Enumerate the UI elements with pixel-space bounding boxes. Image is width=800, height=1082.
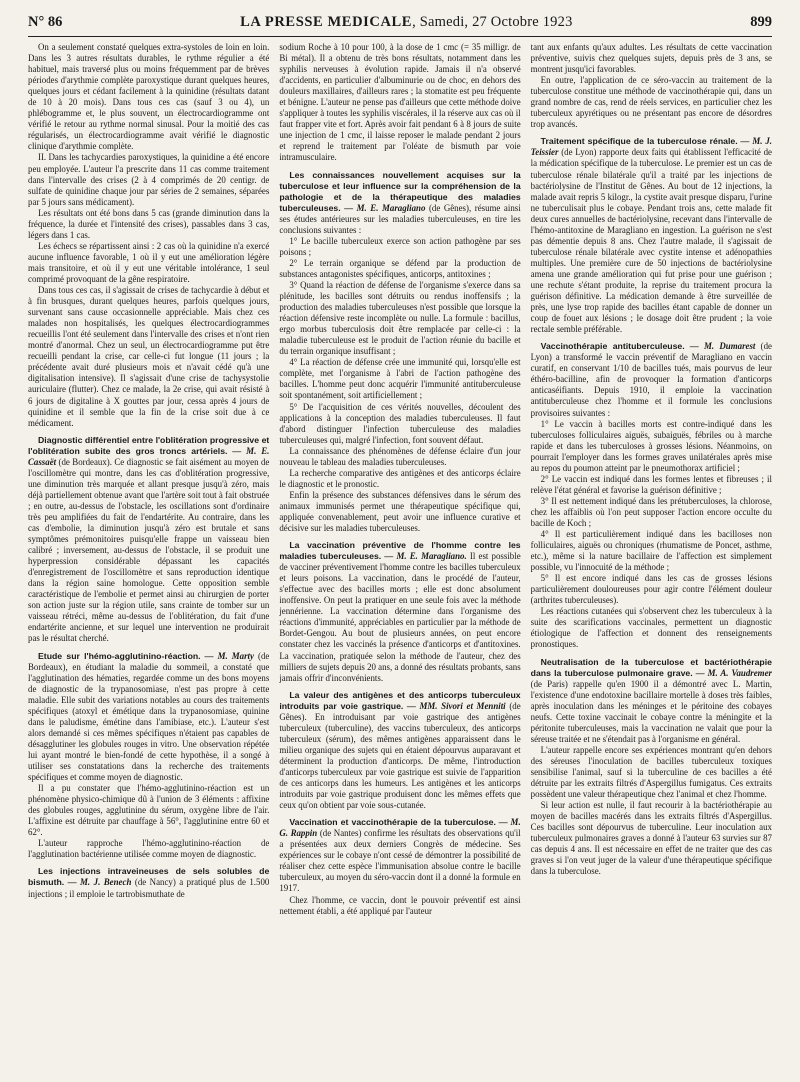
section-heading: Diagnostic différentiel entre l'oblitération progressive et l'oblitération subite des gros troncs artériels. bbox=[28, 434, 270, 456]
section-body: (de Nancy) a pratiqué plus de 1.500 injections ; il emploie le tartrobismuthate de bbox=[28, 877, 270, 899]
journal-masthead bbox=[240, 14, 572, 31]
issue-date: , Samedi, 27 Octobre 1923 bbox=[412, 14, 573, 30]
section-heading: Les injections intraveineuses de sels solubles de bismuth. bbox=[28, 866, 270, 888]
section bbox=[28, 651, 269, 784]
paragraph: 4° La réaction de défense crée une immunité qui, lorsqu'elle est complète, met l'organisme à l'abri de l'action pathogène des bacilles. L'homme peut donc acquérir l'immunité antituberculeuse soit spontanément, soit artificiellement ; bbox=[279, 357, 521, 401]
paragraph: sodium Roche à 10 pour 100, à la dose de 1 cmc (= 35 milligr. de Bi métal). Il a obtenu de très bons résultats, notamment dans les syphilis nerveuses à évolution rapide. Jamais il n'a observé d'accidents, en particulier d'albuminurie ou de choc, en dehors des douleurs maxillaires, d'ailleurs rares ; la stomatite est peu fréquente et bénigne. L'auteur ne pense pas d'ailleurs que cette méthode doive s'appliquer à toutes les syphilis viscérales, il la réserve aux cas où il faut frapper vite et fort. Après avoir fait pendant 6 à 8 jours de suite une injection de 1 cmc, il laisse reposer le malade pendant 2 jours et reprend le traitement par l'oléate de bismuth par voie intramusculaire. bbox=[279, 42, 521, 163]
issue-number: N° 86 bbox=[28, 14, 63, 30]
section-body: (de Bordeaux). Ce diagnostic se fait aisément au moyen de l'oscillomètre qui montre, dans les cas d'oblitération progressive, une diminution très marquée et allant presque jusqu'à zéro, mais déjà partiellement obtenue avant que l'artère soit tout à fait obstruée ; en outre, au-dessus de l'obstacle, les oscillations sont d'ordinaire très peu amplifiées du fait de l'endartérite. Au contraire, dans les cas d'embolie, la diminution jusqu'à zéro est brutale et sans symptômes prémonitoires puisqu'elle frappe un vaisseau bien calibré ; inversement, au-dessus de l'obstacle, il se produit une hyperpression considérable dépassant les capacités d'enregistrement de l'oscillomètre et sans reproduction identique dans la région saine homologue. Cette opposition semble caractéristique de l'embolie et permet ainsi au chirurgien de porter son action juste sur la région utile, sans crainte de tomber sur un vaisseau rétréci, même au-dessus de l'oblitération, du fait d'une endartérite ancienne, et sur lequel une intervention ne produirait pas le résultat cherché. bbox=[28, 456, 270, 644]
section-author: — M. J. Teissier bbox=[530, 136, 772, 158]
paragraph: Il a pu constater que l'hémo-agglutinino-réaction est un phénomène physico-chimique dû à l'union de 3 éléments : affixine des globules rouges, agglutinine du sérum, oxygène libre de l'air. L'affixine est détruite par chauffage à 56°, l'agglutinine entre 60 et 62°. bbox=[28, 783, 270, 838]
paragraph: 3° Il est nettement indiqué dans les prétuberculoses, la chlorose, chez les affaiblis où l'on peut supposer l'action encore occulte du bacille de Koch ; bbox=[530, 495, 772, 528]
paragraph: Si leur action est nulle, il faut recourir à la bactériothérapie au moyen de bacilles macérés dans les extraits filtrés d'Aspergillus. Ces bacilles sont dépourvus de tuberculine. Leur inoculation aux tuberculeux pulmonaires graves a donné à l'auteur 63 survies sur 87 cas depuis 4 ans. Il est nécessaire en effet de ne traiter que des cas graves si l'on veut juger de la valeur d'une thérapeutique spécifique dans la tuberculose. bbox=[530, 800, 772, 877]
column-3 bbox=[531, 42, 772, 1068]
section-author: — M. E. Maragliano. bbox=[384, 551, 467, 562]
paragraph: On a seulement constaté quelques extra-systoles de loin en loin. Dans les 3 autres résultats durables, le rythme régulier a été habituel, mais traversé plus ou moins fréquemment par de brèves périodes d'arythmie complète paroxystique durant quelques heures, quelques jours et cédant facilement à la quinidine (résultats datant de 10 à 20 mois). Dans tous ces cas (sauf 3 ou 4), un phlébogramme et, le plus souvent, un électrocardiogramme ont vérifié le retour au rythme normal sinusal. Pour la moitié des cas régularisés, un électrocardiogramme avait vérifié le diagnostic clinique d'arythmie complète. bbox=[28, 42, 270, 152]
paragraph: 5° Il est encore indiqué dans les cas de grosses lésions particulièrement douloureuses pour agir contre l'élément douleur (arthrites tuberculeuses). bbox=[530, 573, 772, 606]
section bbox=[531, 657, 772, 745]
section bbox=[279, 817, 520, 894]
section-heading: La vaccination préventive de l'homme contre les maladies tuberculeuses. bbox=[279, 540, 521, 562]
section bbox=[279, 540, 520, 684]
section-heading: Etude sur l'hémo-agglutinino-réaction. bbox=[38, 650, 201, 661]
section-body: (de Paris) rappelle qu'en 1900 il a démontré avec L. Martin, l'existence d'une endotoxine bacillaire mortelle à doses très faibles, après inoculation dans les méninges et le péritoine des cobayes neufs. Cette toxine vaccinait le cobaye contre la méningite et la péritonite tuberculeuses, mais la vaccination ne valait que pour la séreuse traitée et ne s'étendait pas à l'organisme en général. bbox=[530, 678, 772, 744]
section bbox=[28, 435, 269, 645]
page-number: 899 bbox=[750, 14, 772, 30]
section-author: — M. J. Benech bbox=[67, 877, 132, 888]
section-author: — M. E. Cassaët bbox=[28, 445, 270, 467]
section-body: (de Gênes). En introduisant par voie gastrique des antigènes tuberculeux (tuberculine), des vaccins tuberculeux, des anticorps tuberculeux (sérum), des mêmes antigènes apparaissent dans le milieu organique des sujets qui en étaient dépourvus auparavant et déterminent la production d'anticorps. De même, l'introduction d'anticorps tuberculeux par voie gastrique est suivie de l'apparition de ces anticorps dans les humeurs. Les antigènes et les anticorps introduits par voie gastrique produisent donc les mêmes effets que ceux qu'on obtient par voie sous-cutanée. bbox=[279, 700, 521, 811]
paragraph: 3° Quand la réaction de défense de l'organisme s'exerce dans sa plénitude, les bacilles sont détruits ou rendus inoffensifs ; la production des maladies tuberculeuses n'est possible que lorsque la réaction défensive reste incomplète ou nulle. La formule : bacillus, ergo morbus tuberculosis doit être remplacée par celle-ci : la maladie tuberculeuse est le produit de l'action réunie du bacille et du terrain organique insuffisant ; bbox=[279, 279, 521, 357]
section bbox=[28, 866, 269, 899]
paragraph: En outre, l'application de ce séro-vaccin au traitement de la tuberculose constitue une méthode de vaccinothérapie qui, dans un grand nombre de cas, rend de réels services, en particulier chez les tuberculeux apyrétiques ou ne présentant pas encore de désordres trop avancés. bbox=[530, 75, 772, 130]
paragraph: 2° Le vaccin est indiqué dans les formes lentes et fibreuses ; il relève l'état général et favorise la guérison définitive ; bbox=[530, 473, 772, 495]
section bbox=[279, 170, 520, 236]
section bbox=[279, 690, 520, 812]
section-heading: Vaccinothérapie antituberculeuse. bbox=[540, 341, 685, 352]
paragraph: II. Dans les tachycardies paroxystiques, la quinidine a été encore peu employée. L'auteur l'a prescrite dans 11 cas comme traitement dans l'intervalle des crises (2 à 4 comprimés de 20 centigr. de sulfate de quinidine chaque jour par séries de 2 semaines, séparées par 5 jours sans médicament). bbox=[28, 152, 270, 207]
column-2 bbox=[279, 42, 520, 1068]
paragraph: Les échecs se répartissent ainsi : 2 cas où la quinidine n'a exercé aucune influence favorable, 1 où il y eut une amélioration légère mais transitoire, et où il y eut une véritable intolérance, 1 seul comprimé provoquant de la gêne respiratoire. bbox=[28, 240, 270, 284]
section-author: — M. Marty bbox=[204, 650, 254, 661]
paragraph: La connaissance des phénomènes de défense éclaire d'un jour nouveau le tableau des maladies tuberculeuses. bbox=[279, 445, 521, 467]
paragraph: Dans tous ces cas, il s'agissait de crises de tachycardie à début et à fin brusques, durant quelques heures, parfois quelques jours, survenant sans cause occasionnelle appréciable. Mais chez ces malades non hospitalisés, les quelques électrocardiogrammes recueillis l'ont été seulement dans l'intervalle des crises et n'ont rien montré d'anormal. Chez un seul, un électrocardiogramme put être recueilli pendant la crise, car celle-ci fut longue (11 jours ; la précédente avait duré plusieurs mois et n'avait cédé qu'à une digitalisation intensive). Il s'agissait d'une crise de tachysystolie auriculaire (flutter). Chez ce malade, la 2e crise, qui avait résisté à 6 jours de digitaline à X gouttes par jour, cessa après 4 jours de quinidine et il semble que la fin de la crise soit due à ce médicament. bbox=[28, 285, 270, 428]
section-heading: Traitement spécifique de la tuberculose rénale. bbox=[540, 136, 738, 147]
paragraph: Chez l'homme, ce vaccin, dont le pouvoir préventif est ainsi nettement établi, a été appliqué par l'auteur bbox=[279, 894, 521, 916]
section-heading: Vaccination et vaccinothérapie de la tuberculose. bbox=[289, 817, 496, 828]
journal-title: LA PRESSE MEDICALE bbox=[240, 14, 413, 30]
paragraph: 2° Le terrain organique se défend par la production de substances antagonistes spécifiques, anticorps, antitoxines ; bbox=[279, 257, 521, 279]
section-heading: Neutralisation de la tuberculose et bactériothérapie dans la tuberculose pulmonaire grave. bbox=[530, 656, 772, 678]
section-body: (de Lyon) rapporte deux faits qui établissent l'efficacité de la médication spécifique de la tuberculose. Le premier est un cas de tuberculose rénale bilatérale qu'il a traité par les injections de bactériolysine de l'Institut de Gênes. Au bout de 12 injections, la malade avait repris 5 kilogr., la cystite avait presque disparu, l'urine ne tuberculisait plus le cobaye. Pendant trois ans, cette malade fit deux cures annuelles de bactériolysine, recevant dans l'intervalle de l'hémo-antitoxine de Maragliano en ingestion. La guérison ne s'est pas démentie depuis 8 ans. Chez l'autre malade, il s'agissait de tuberculose rénale bilatérale avec cystite intense et adénopathies multiples. Une première cure de 50 injections de bactériolysine amena une grande amélioration qui fut prise pour une guérison ; une rechute s'étant produite, la reprise du traitement procura la guérison définitive. La médication demande à être surveillée de près, une lyse trop rapide des bacilles étant capable de donner un coup de fouet aux lésions ; le dosage doit être prudent ; la voie rectale semble préférable. bbox=[530, 147, 772, 335]
section-body: Il est possible de vacciner préventivement l'homme contre les bacilles tuberculeux et leurs poisons. La vaccination, dans le procédé de l'auteur, s'effectue avec des bacilles morts ; elle est donc absolument inoffensive. On peut la pratiquer en une seule fois avec la méthode jennérienne. La vaccination détermine dans l'organisme des réactions d'immunité, appréciables en particulier par la méthode de Bordet-Gengou. Au bout de plusieurs années, on peut encore constater chez les vaccinés la présence d'anticorps et d'antitoxines. La vaccination, pratiquée selon la méthode de l'auteur, chez des milliers de sujets depuis 20 ans, a donné des résultats probants, sans jamais offrir d'inconvénients. bbox=[279, 551, 521, 683]
section-author: — MM. Sivori et Menniti bbox=[406, 700, 506, 711]
paragraph: Les résultats ont été bons dans 5 cas (grande diminution dans la fréquence, la durée et l'intensité des crises), passables dans 3 cas, légers dans 1 cas. bbox=[28, 207, 270, 240]
column-1 bbox=[28, 42, 269, 1068]
paragraph: Les réactions cutanées qui s'observent chez les tuberculeux à la suite des scarifications vaccinales, permettent un diagnostic étiologique de l'affection et donnent des renseignements pronostiques. bbox=[530, 606, 772, 650]
section-body: (de Bordeaux), en étudiant la maladie du sommeil, a constaté que l'agglutination des hématies, regardée comme un des bons moyens de diagnostic de la trypanosomiase, n'est pas propre à cette maladie. Elle subit des variations notables au cours des traitements spécifiques (atoxyl et émétique dans la trypanosomiase, quinine dans le paludisme, émétine dans l'amibiase, etc.). L'auteur s'est alors demandé si ces mêmes spécifiques n'étaient pas capables de désagglutiner les globules rouges in vitro. Une observation répétée lui ayant montré le bien-fondé de cette hypothèse, il a songé à utiliser ses constatations dans la recherche des traitements spécifiques et comme moyen de diagnostic. bbox=[28, 650, 270, 783]
article-columns bbox=[28, 42, 772, 1068]
section-author: — M. G. Rappin bbox=[279, 817, 521, 839]
paragraph: 1° Le vaccin à bacilles morts est contre-indiqué dans les tuberculoses folliculaires aiguës, subaiguës, fébriles ou à marche rapide et dans les tuberculoses à grosses lésions. Néanmoins, on pourrait l'employer dans les formes graves unilatérales après mise au repos du poumon atteint par le pneumothorax artificiel ; bbox=[530, 418, 772, 473]
section-body: (de Gênes), résume ainsi ses études antérieures sur les maladies tuberculeuses, en tire les conclusions suivantes : bbox=[279, 202, 521, 235]
section-author: — M. Dumarest bbox=[689, 341, 756, 352]
paragraph: La recherche comparative des antigènes et des anticorps éclaire le diagnostic et le pronostic. bbox=[279, 467, 521, 489]
paragraph: 5° De l'acquisition de ces vérités nouvelles, découlent des applications à la conception des maladies tuberculeuses. Il faut d'abord distinguer l'infection tuberculeuse des maladies tuberculeuses qui, malgré l'infection, font souvent défaut. bbox=[279, 401, 521, 445]
paragraph: 1° Le bacille tuberculeux exerce son action pathogène par ses poisons ; bbox=[279, 235, 521, 257]
section-author: — M. A. Vaudremer bbox=[695, 667, 772, 678]
section-heading: Les connaissances nouvellement acquises sur la tuberculose et leur influence sur la compréhension de la pathologie et de la thérapeutique des maladies tuberculeuses. bbox=[279, 169, 521, 213]
section bbox=[531, 341, 772, 418]
paragraph: tant aux enfants qu'aux adultes. Les résultats de cette vaccination préventive, suivis chez quelques sujets, depuis près de 3 ans, se montrent jusqu'ici favorables. bbox=[530, 42, 772, 75]
section-body: (de Lyon) a transformé le vaccin préventif de Maragliano en vaccin curatif, en conservant 1/10 de bacilles tués, mais pourvus de leur éthéro-bacilline, afin de provoquer la formation d'anticorps anticaséifiants. Depuis 1910, il emploie la vaccination antituberculeuse chez l'homme et il formule les conclusions provisoires suivantes : bbox=[530, 341, 772, 418]
running-header bbox=[28, 14, 772, 37]
section-heading: La valeur des antigènes et des anticorps tuberculeux introduits par voie gastrique. bbox=[279, 689, 521, 711]
paragraph: Enfin la présence des substances défensives dans le sérum des animaux immunisés permet une thérapeutique spécifique qui, appliquée convenablement, peut avoir une influence curative et décisive sur les maladies tuberculeuses. bbox=[279, 489, 521, 534]
section bbox=[531, 136, 772, 335]
section-author: — M. E. Maragliano bbox=[344, 202, 426, 213]
paragraph: L'auteur rappelle encore ses expériences montrant qu'en dehors des séreuses l'inoculation de bacilles tuberculeux toxiques sensibilise l'animal, sauf si la tuberculine de ces bacilles a été détruite par les extraits filtrés d'Aspergillus fumigatus. Ces extraits possèdent une valeur thérapeutique chez l'animal et chez l'homme. bbox=[530, 744, 772, 800]
paragraph: 4° Il est particulièrement indiqué dans les bacilloses non folliculaires, aiguës ou chroniques (rhumatisme de Poncet, asthme, etc.), même si la nature bacillaire de l'affection est simplement possible, vu l'innocuité de la méthode ; bbox=[530, 529, 772, 573]
paragraph: L'auteur rapproche l'hémo-agglutinino-réaction de l'agglutination bactérienne utilisée comme moyen de diagnostic. bbox=[28, 838, 270, 860]
section-body: (de Nantes) confirme les résultats des observations qu'il a présentées aux deux derniers Congrès de médecine. Ses expériences sur le cobaye n'ont cessé de démontrer la possibilité de réaliser chez cette espèce l'immunisation absolue contre le bacille tuberculeux, au moyen du séro-vaccin dont il a donné la formule en 1917. bbox=[279, 828, 521, 894]
